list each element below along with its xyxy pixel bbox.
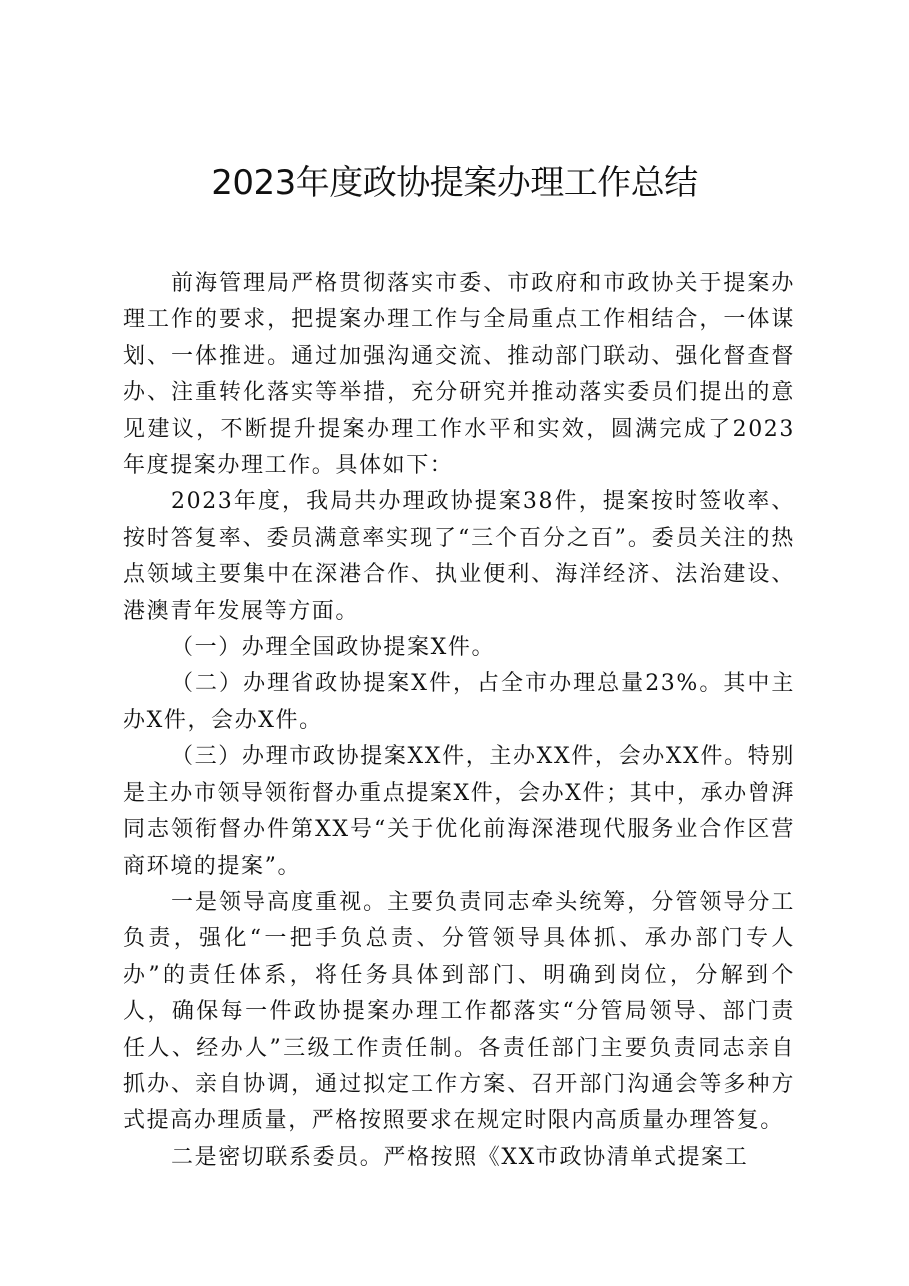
paragraph-provincial: （二）办理省政协提案X件，占全市办理总量23%。其中主办X件，会办X件。 bbox=[123, 671, 795, 733]
paragraph-municipal: （三）办理市政协提案XX件，主办XX件，会办XX件。特别是主办市领导领衔督办重点提案X件，会办X件；其中，承办曾湃同志领衔督办件第XX号“关于优化前海深港现代服务业合作区营商环境的提案”。 bbox=[123, 744, 795, 879]
paragraph-national: （一）办理全国政协提案X件。 bbox=[171, 635, 496, 661]
page-title: 2023年度政协提案办理工作总结 bbox=[211, 163, 698, 203]
paragraph-liaison: 二是密切联系委员。严格按照《XX市政协清单式提案工 bbox=[171, 1144, 749, 1170]
document-body bbox=[123, 266, 795, 1176]
paragraph-leadership: 一是领导高度重视。主要负责同志牵头统筹，分管领导分工负责，强化“一把手负总责、分管领导具体抓、承办部门专人办”的责任体系，将任务具体到部门、明确到岗位，分解到个人，确保每一件政协提案办理工作都落实“分管局领导、部门责任人、经办人”三级工作责任制。各责任部门主要负责同志亲自抓办、亲自协调，通过拟定工作方案、召开部门沟通会等多种方式提高办理质量，严格按照要求在规定时限内高质量办理答复。 bbox=[123, 889, 795, 1134]
paragraph-overview: 2023年度，我局共办理政协提案38件，提案按时签收率、按时答复率、委员满意率实现了“三个百分之百”。委员关注的热点领域主要集中在深港合作、执业便利、海洋经济、法治建设、港澳青年发展等方面。 bbox=[123, 489, 795, 624]
paragraph-intro: 前海管理局严格贯彻落实市委、市政府和市政协关于提案办理工作的要求，把提案办理工作与全局重点工作相结合，一体谋划、一体推进。通过加强沟通交流、推动部门联动、强化督查督办、注重转化落实等举措，充分研究并推动落实委员们提出的意见建议，不断提升提案办理工作水平和实效，圆满完成了2023年度提案办理工作。具体如下： bbox=[123, 271, 795, 479]
